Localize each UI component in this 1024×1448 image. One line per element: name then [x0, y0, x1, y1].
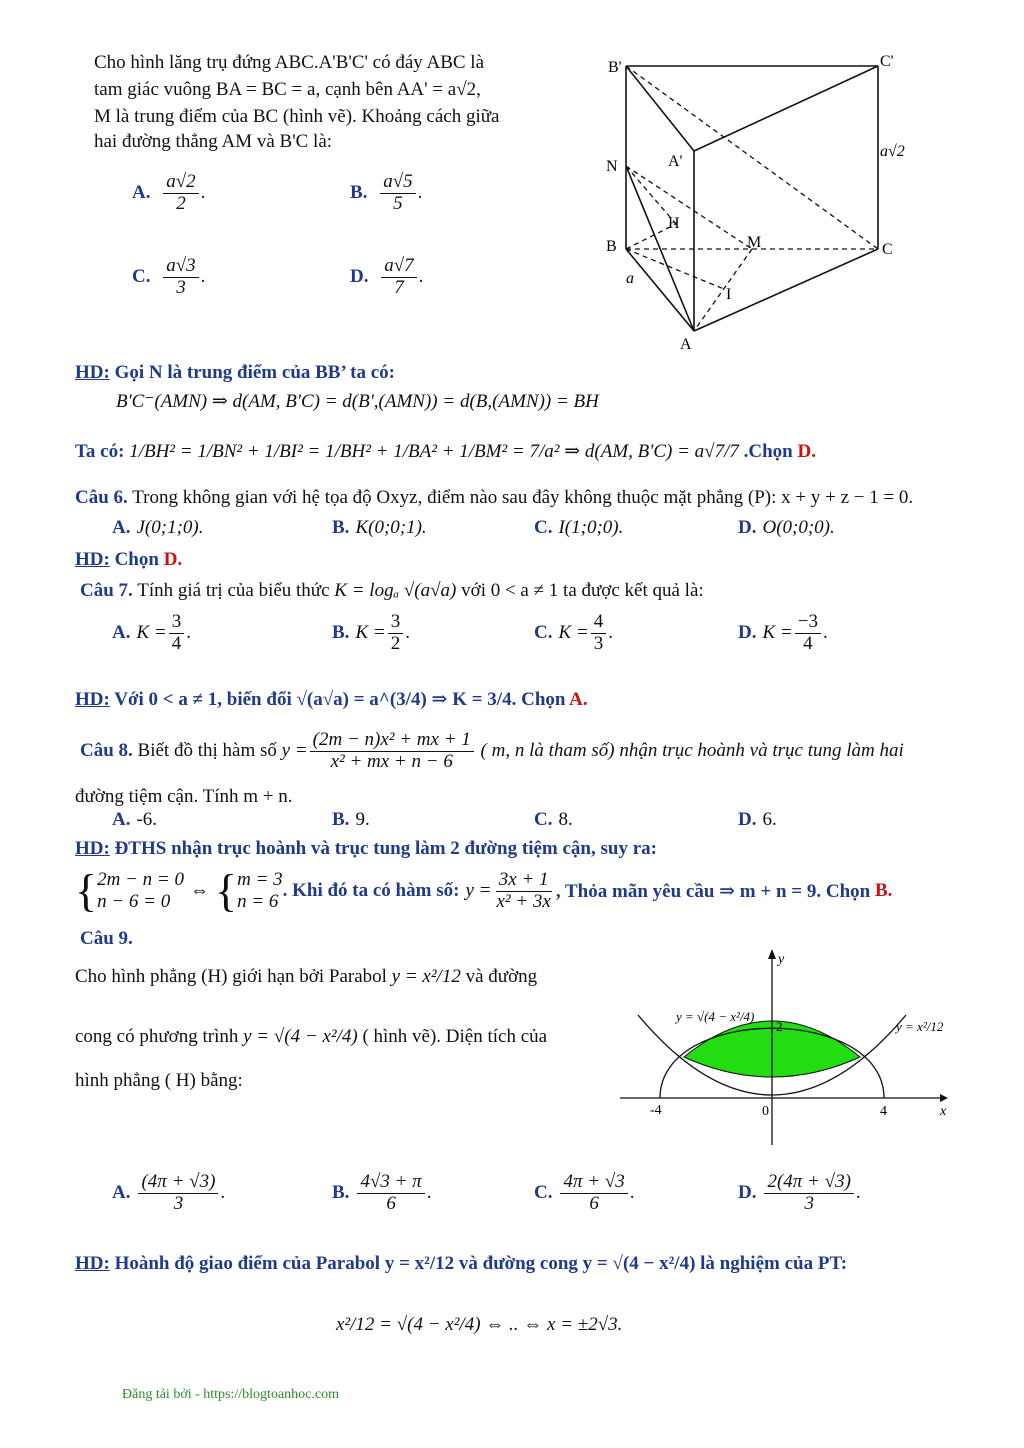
q5-line-4: hai đường thẳng AM và B'C là:	[94, 131, 333, 152]
q5-option-b[interactable]: B. $\frac{a√5}{5}$ .	[350, 171, 423, 214]
label-c-prime: C'	[880, 53, 894, 70]
q7-hd: HD: Với 0 < a ≠ 1, biến đổi √(a√a) = a^(3/4) ⇒ K = 3/4. Chọn A.	[75, 689, 588, 710]
q5-hd	[75, 362, 395, 384]
x-axis-label: x	[940, 1104, 947, 1119]
q9-option-d[interactable]: D. $\frac{2(4\pi + √3)}{3}$ .	[738, 1171, 861, 1214]
q6-option-c[interactable]: C. I(1;0;0).	[534, 517, 624, 538]
label-b: B	[606, 238, 617, 255]
q5-hd-line-1: B'C⁻(AMN) ⇒ d(AM, B'C) = d(B',(AMN)) = d(B,(AMN)) = BH	[116, 391, 599, 412]
option-label: D.	[350, 265, 369, 287]
footer-credit: Đăng tải bởi - https://blogtoanhoc.com	[122, 1387, 339, 1402]
label-i: I	[726, 286, 732, 303]
q7-option-d[interactable]: D. K = $\frac{-3}{4}$ .	[738, 611, 828, 654]
area-graph	[620, 945, 960, 1150]
q8-option-b[interactable]: B. 9.	[332, 809, 370, 830]
q8-option-c[interactable]: C. 8.	[534, 809, 573, 830]
q5-option-a[interactable]: A. $\frac{a√2}{2}$ .	[132, 171, 206, 214]
parabola-label: y = x²/12	[896, 1019, 944, 1034]
q8-option-d[interactable]: D. 6.	[738, 809, 777, 830]
q7-option-b[interactable]: B. K = $\frac{3}{2}$ .	[332, 611, 410, 654]
option-fraction: $\frac{a√7}{7}$	[381, 256, 416, 299]
prism-figure	[596, 46, 926, 356]
q5-line-1: Cho hình lăng trụ đứng ABC.A'B'C' có đáy ABC là	[94, 52, 485, 73]
q9-option-b[interactable]: B. $\frac{4√3 + \pi}{6}$ .	[332, 1171, 432, 1214]
q9-text-3: hình phẳng ( H) bằng:	[75, 1070, 243, 1091]
q8-stem-line-2: đường tiệm cận. Tính m + n.	[75, 786, 293, 807]
q6-hd: HD: Chọn D.	[75, 549, 183, 570]
label-h: H	[668, 215, 680, 232]
q9-hd-equation: x²/12 = √(4 − x²/4) ⇔ .. ⇔ x = ±2√3.	[336, 1314, 623, 1335]
q6-option-d[interactable]: D. O(0;0;0).	[738, 517, 835, 538]
option-fraction: $\frac{a√2}{2}$	[163, 172, 198, 215]
tick-two: 2	[776, 1019, 783, 1034]
q7-option-a[interactable]: A. K = $\frac{3}{4}$ .	[112, 611, 191, 654]
q8-option-a[interactable]: A. -6.	[112, 809, 158, 830]
q7-stem: Câu 7. Tính giá trị của biểu thức K = logₐ √(a√a) với 0 < a ≠ 1 ta được kết quả là:	[80, 580, 704, 601]
option-label: A.	[132, 181, 151, 203]
label-a-prime: A'	[668, 153, 683, 170]
label-n: N	[606, 158, 618, 175]
label-b-prime: B'	[608, 59, 622, 76]
option-label: B.	[350, 181, 368, 203]
q6-option-a[interactable]: A. J(0;1;0).	[112, 517, 204, 538]
q9-option-a[interactable]: A. $\frac{(4\pi + √3)}{3}$ .	[112, 1171, 226, 1214]
q5-line-2: tam giác vuông BA = BC = a, cạnh bên AA' = a√2,	[94, 79, 481, 100]
option-label: C.	[132, 265, 151, 287]
label-a: A	[680, 336, 692, 353]
q9-text-1: Cho hình phẳng (H) giới hạn bởi Parabol y = x²/12 và đường	[75, 966, 538, 987]
option-fraction: $\frac{a√3}{3}$	[163, 256, 198, 299]
option-fraction: $\frac{a√5}{5}$	[380, 172, 415, 215]
label-side-a-sqrt2: a√2	[880, 143, 905, 160]
q5-line-3: M là trung điểm của BC (hình vẽ). Khoảng cách giữa	[94, 106, 500, 127]
q8-hd: HD: ĐTHS nhận trục hoành và trục tung làm 2 đường tiệm cận, suy ra:	[75, 838, 657, 859]
curve-label: y = √(4 − x²/4)	[676, 1009, 755, 1024]
label-c: C	[882, 241, 893, 258]
q7-option-c[interactable]: C. K = $\frac{4}{3}$ .	[534, 611, 613, 654]
label-m: M	[747, 234, 762, 251]
q9-label: Câu 9.	[80, 928, 133, 949]
hd-title: HD:	[75, 362, 110, 383]
tick-neg4: -4	[650, 1103, 662, 1118]
q6-stem: Câu 6. Trong không gian với hệ tọa độ Oxyz, điểm nào sau đây không thuộc mặt phẳng (P): x + y + z − 1 = 0.	[75, 487, 914, 508]
tick-zero: 0	[762, 1104, 769, 1119]
q5-option-c[interactable]: C. $\frac{a√3}{3}$ .	[132, 255, 206, 298]
hd-text: Gọi N là trung điểm của BB’ ta có:	[114, 362, 395, 383]
tick-pos4: 4	[880, 1104, 887, 1119]
q5-option-d[interactable]: D. $\frac{a√7}{7}$ .	[350, 255, 424, 298]
y-axis-label: y	[778, 952, 785, 967]
q9-text-2: cong có phương trình y = √(4 − x²/4) ( hình vẽ). Diện tích của	[75, 1026, 548, 1047]
q6-option-b[interactable]: B. K(0;0;1).	[332, 517, 427, 538]
q5-hd-line-2: Ta có: 1/BH² = 1/BN² + 1/BI² = 1/BH² + 1/BA² + 1/BM² = 7/a² ⇒ d(AM, B'C) = a√7/7 .Chọn D.	[75, 441, 816, 462]
label-side-a: a	[626, 270, 634, 287]
q8-stem: Câu 8. Biết đồ thị hàm số y = $\frac{\text{(2m − n)x² + mx + 1}}{\text{x² + mx + n − 6}}$ ( m, n là tham số) nhận trục hoành và trục tung làm hai	[80, 729, 904, 772]
q9-hd: HD: Hoành độ giao điểm của Parabol y = x²/12 và đường cong y = √(4 − x²/4) là nghiệm của PT:	[75, 1253, 848, 1274]
q9-option-c[interactable]: C. $\frac{4\pi + √3}{6}$ .	[534, 1171, 635, 1214]
q8-hd-system: { 2m − n = 0 n − 6 = 0 ⇔ { m = 3 n = 6 . Khi đó ta có hàm số: y = $\frac{3x + 1}{\text{x² + 3x}}$ , Thỏa mãn yêu cầu ⇒ m + n = 9. Chọn B.	[75, 865, 893, 916]
